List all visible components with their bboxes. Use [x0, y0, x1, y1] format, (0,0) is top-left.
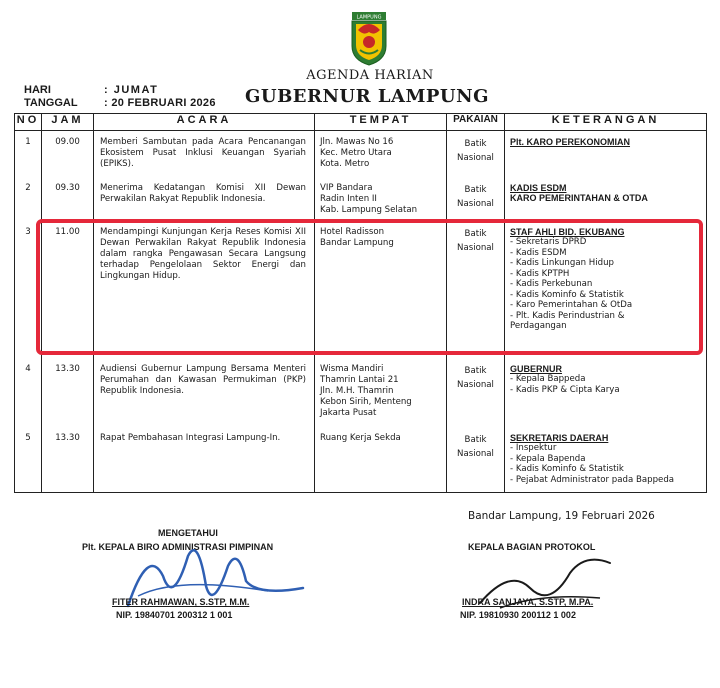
row-acara: Rapat Pembahasan Integrasi Lampung-In.	[94, 427, 315, 493]
hari-value: : JUMAT	[104, 84, 159, 96]
ket-item: - Kadis Perkebunan	[510, 279, 704, 290]
ket-item: - Karo Pemerintahan & OtDa	[510, 300, 704, 311]
ket-item: - Plt. Kadis Perindustrian & Perdagangan	[510, 311, 704, 332]
left-sig-nip: NIP. 19840701 200312 1 001	[116, 610, 233, 620]
ket-item: - Inspektur	[510, 443, 704, 454]
ket-item: - Kadis Kominfo & Statistik	[510, 464, 704, 475]
col-header-tempat: TEMPAT	[315, 114, 447, 131]
pakaian-line: Batik	[464, 139, 487, 149]
table-row	[15, 131, 707, 177]
tempat-line: Jln. M.H. Thamrin	[320, 385, 394, 396]
pakaian-line: Batik	[464, 228, 487, 239]
row-no: 4	[15, 358, 42, 427]
row-keterangan	[505, 358, 707, 427]
place-date: Bandar Lampung, 19 Februari 2026	[468, 510, 655, 522]
tempat-line: Jln. Mawas No 16	[320, 137, 394, 147]
ket-heading: STAF AHLI BID. EKUBANG	[510, 226, 625, 237]
ket-item: - Sekretaris DPRD	[510, 237, 704, 248]
tempat-line: Hotel Radisson	[320, 226, 385, 237]
ket-item: - Kadis Kominfo & Statistik	[510, 290, 704, 301]
row-highlight-box	[36, 219, 703, 355]
ket-item: - Pejabat Administrator pada Bappeda	[510, 475, 704, 486]
ket-heading: KARO PEMERINTAHAN & OTDA	[510, 193, 648, 203]
table-row	[15, 358, 707, 427]
tanggal-value: : 20 FEBRUARI 2026	[104, 97, 216, 109]
left-sig-line2: Plt. KEPALA BIRO ADMINISTRASI PIMPINAN	[82, 542, 274, 552]
logo-caption: LAMPUNG	[356, 14, 382, 21]
tanggal-label: TANGGAL	[24, 97, 78, 109]
row-jam: 13.30	[42, 358, 94, 427]
pakaian-line: Nasional	[457, 379, 494, 390]
left-sig-line1: MENGETAHUI	[158, 528, 218, 538]
row-acara: Menerima Kedatangan Komisi XII Dewan Perwakilan Rakyat Republik Indonesia.	[94, 177, 315, 221]
row-pakaian	[447, 131, 505, 177]
row-jam: 09.00	[42, 131, 94, 177]
tanggal-row	[24, 97, 216, 109]
ket-item: - Kadis ESDM	[510, 248, 704, 259]
row-tempat	[315, 358, 447, 427]
row-no: 2	[15, 177, 42, 221]
right-sig-line1: KEPALA BAGIAN PROTOKOL	[468, 542, 596, 552]
row-acara: Audiensi Gubernur Lampung Bersama Menteri Perumahan dan Kawasan Permukiman (PKP) Republik Indonesia.	[94, 358, 315, 427]
row-no: 1	[15, 131, 42, 177]
ket-item: - Kadis PKP & Cipta Karya	[510, 385, 704, 396]
ket-heading: KADIS ESDM	[510, 182, 567, 193]
tempat-line: Jakarta Pusat	[320, 407, 377, 418]
tempat-line: Kota. Metro	[320, 159, 370, 169]
table-header-row	[15, 114, 707, 131]
left-sig-name-text: FITER RAHMAWAN, S.STP, M.M.	[112, 597, 250, 607]
tempat-line: Kab. Lampung Selatan	[320, 204, 418, 215]
row-acara: Mendampingi Kunjungan Kerja Reses Komisi XII Dewan Perwakilan Rakyat Republik Indonesia dalam rangka Pengawasan Secara Langsung terhadap Pengelolaan Sektor Energi dan Lingkungan Hidup.	[94, 221, 315, 358]
table-row	[15, 427, 707, 493]
pakaian-line: Nasional	[457, 198, 494, 209]
col-header-acara: ACARA	[94, 114, 315, 131]
row-keterangan	[505, 177, 707, 221]
hari-label: HARI	[24, 84, 51, 96]
pakaian-line: Batik	[464, 184, 487, 195]
row-keterangan	[505, 427, 707, 493]
col-header-jam: JAM	[42, 114, 94, 131]
col-header-pakaian: PAKAIAN	[447, 114, 505, 131]
right-sig-name	[462, 597, 593, 607]
tempat-line: Wisma Mandiri	[320, 363, 384, 374]
row-pakaian	[447, 177, 505, 221]
tempat-line: VIP Bandara	[320, 182, 373, 193]
lampung-emblem-logo	[348, 10, 390, 66]
col-header-keterangan: KETERANGAN	[505, 114, 707, 131]
pakaian-line: Batik	[464, 365, 487, 376]
tempat-line: Ruang Kerja Sekda	[320, 432, 401, 443]
agenda-title-large: GUBERNUR LAMPUNG	[245, 86, 489, 107]
pakaian-line: Batik	[464, 434, 487, 445]
tempat-line: Bandar Lampung	[320, 237, 394, 248]
row-jam: 13.30	[42, 427, 94, 493]
ket-heading: Plt. KARO PEREKONOMIAN	[510, 137, 631, 147]
row-tempat	[315, 177, 447, 221]
col-header-no: NO	[15, 114, 42, 131]
right-signature-scribble	[470, 548, 620, 618]
row-tempat	[315, 131, 447, 177]
left-sig-name	[112, 597, 249, 607]
tempat-line: Kebon Sirih, Menteng	[320, 396, 412, 407]
row-tempat	[315, 427, 447, 493]
hari-row	[24, 84, 158, 96]
agenda-title-small: AGENDA HARIAN	[306, 68, 434, 83]
right-sig-nip: NIP. 19810930 200112 1 002	[460, 610, 576, 620]
right-sig-name-text: INDRA SANJAYA, S.STP, M.PA.	[462, 597, 594, 607]
pakaian-line: Nasional	[457, 153, 494, 163]
ket-heading: GUBERNUR	[510, 363, 563, 374]
ket-item: - Kepala Bappeda	[510, 374, 704, 385]
row-no: 3	[15, 221, 42, 358]
tempat-line: Thamrin Lantai 21	[320, 374, 399, 385]
row-acara: Memberi Sambutan pada Acara Pencanangan Ekosistem Pusat Inklusi Keuangan Syariah (EPIKS).	[94, 131, 315, 177]
row-jam: 11.00	[42, 221, 94, 358]
row-pakaian	[447, 358, 505, 427]
ket-item: - Kepala Bapenda	[510, 454, 704, 465]
row-jam: 09.30	[42, 177, 94, 221]
pakaian-line: Nasional	[457, 448, 494, 459]
row-pakaian	[447, 427, 505, 493]
ket-item: - Kadis Linkungan Hidup	[510, 258, 704, 269]
row-keterangan	[505, 131, 707, 177]
tempat-line: Kec. Metro Utara	[320, 148, 392, 158]
ket-item: - Kadis KPTPH	[510, 269, 704, 280]
tempat-line: Radin Inten II	[320, 193, 377, 204]
row-no: 5	[15, 427, 42, 493]
table-row	[15, 177, 707, 221]
ket-heading: SEKRETARIS DAERAH	[510, 432, 609, 443]
pakaian-line: Nasional	[457, 242, 494, 253]
